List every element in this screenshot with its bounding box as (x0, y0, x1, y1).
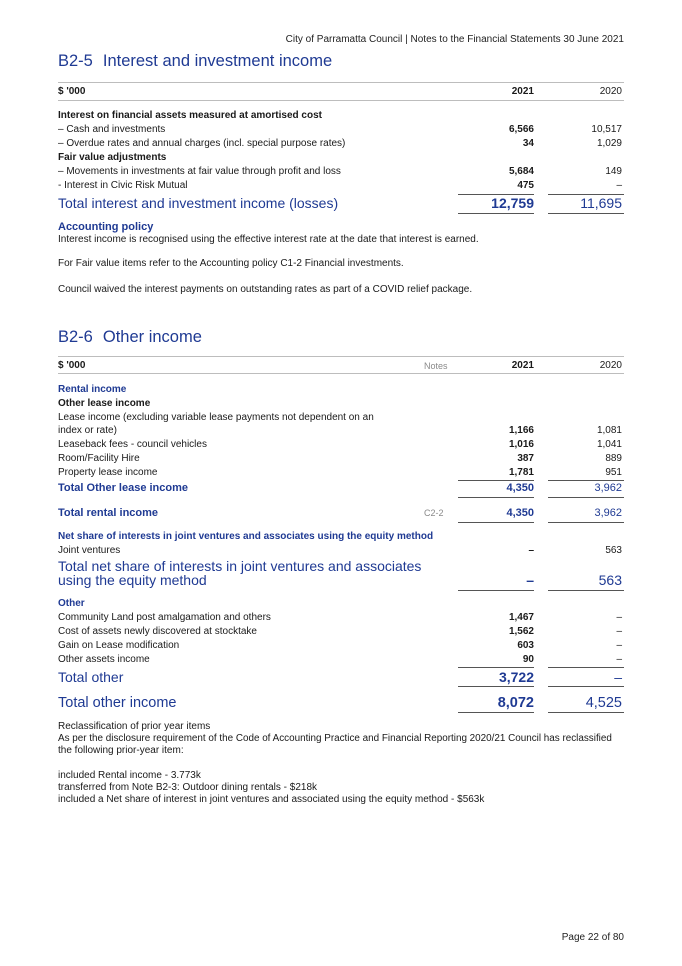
value-2020: 563 (605, 545, 622, 556)
total-rule-2021 (458, 686, 534, 687)
value-2020: 889 (605, 453, 622, 464)
row-label: Leaseback fees - council vehicles (58, 439, 207, 450)
units-header: $ '000 (58, 360, 86, 371)
value-2020: 951 (605, 467, 622, 478)
value-2020: – (616, 180, 622, 191)
section-number: B2-6 (58, 328, 93, 346)
row-label: Other (58, 598, 85, 609)
total-rule-2020 (548, 497, 624, 498)
value-2020: 1,029 (596, 138, 622, 149)
total-2021: – (526, 572, 534, 588)
accounting-policy-heading: Accounting policy (58, 221, 154, 233)
reclass-item: included Rental income - 3.773k (58, 770, 201, 781)
subtotal-rule-2021 (458, 667, 534, 668)
reclass-heading: Reclassification of prior year items (58, 721, 211, 732)
row-label: Room/Facility Hire (58, 453, 140, 464)
row-label: - Interest in Civic Risk Mutual (58, 180, 188, 191)
total-2021: 12,759 (491, 195, 534, 211)
year-2021-header: 2021 (511, 360, 534, 371)
value-2021: 1,467 (508, 612, 534, 623)
table-header-rule (58, 373, 624, 374)
total-2021: 4,350 (506, 482, 534, 494)
subtotal-rule-2020 (548, 480, 624, 481)
total-rule-2020 (548, 712, 624, 713)
value-2021: 6,566 (508, 124, 534, 135)
row-label: Interest on financial assets measured at amortised cost (58, 110, 322, 121)
value-2020: – (616, 654, 622, 665)
value-2021: 1,166 (508, 425, 534, 436)
row-label: – Movements in investments at fair value through profit and loss (58, 166, 341, 177)
units-header: $ '000 (58, 86, 86, 97)
row-label: Other assets income (58, 654, 150, 665)
total-2020: 11,695 (580, 195, 622, 211)
row-label: Property lease income (58, 467, 158, 478)
total-rule-2021 (458, 590, 534, 591)
section-title-b2-6 (58, 328, 202, 347)
value-2020: 1,041 (596, 439, 622, 450)
reclass-text-line-1: As per the disclosure requirement of the Code of Accounting Practice and Financial Reporting 2020/21 Council has reclassified (58, 733, 612, 744)
row-label: index or rate) (58, 425, 117, 436)
section-heading: Other income (102, 328, 202, 346)
table-top-rule (58, 356, 624, 357)
total-2020: – (614, 669, 622, 685)
row-label: Net share of interests in joint ventures and associates using the equity method (58, 531, 434, 542)
section-title-b2-5 (58, 52, 332, 71)
row-label: Lease income (excluding variable lease payments not dependent on an (58, 412, 374, 423)
value-2021: 34 (522, 138, 534, 149)
value-2020: 1,081 (596, 425, 622, 436)
year-2021-header: 2021 (511, 86, 534, 97)
value-2021: – (528, 545, 534, 556)
total-2021: 3,722 (498, 669, 534, 685)
total-rule-2021 (458, 712, 534, 713)
row-label: Community Land post amalgamation and others (58, 612, 271, 623)
year-2020-header: 2020 (599, 360, 622, 371)
total-2020: 4,525 (585, 695, 622, 711)
total-label: using the equity method (58, 572, 207, 588)
value-2021: 1,781 (508, 467, 534, 478)
total-rule-2020 (548, 590, 624, 591)
value-2021: 1,016 (508, 439, 534, 450)
row-label: Rental income (58, 384, 127, 395)
total-2020: 563 (598, 572, 622, 588)
value-2021: 90 (522, 654, 534, 665)
section-heading: Interest and investment income (102, 52, 333, 70)
value-2020: – (616, 612, 622, 623)
value-2021: 603 (517, 640, 534, 651)
total-rule-2021 (458, 497, 534, 498)
total-label: Total interest and investment income (losses) (58, 195, 339, 211)
total-rule-2020 (548, 213, 624, 214)
value-2020: 10,517 (591, 124, 622, 135)
total-label: Total other income (58, 695, 177, 711)
row-label: Joint ventures (58, 545, 121, 556)
row-label: – Cash and investments (58, 124, 166, 135)
total-rule-2020 (548, 686, 624, 687)
total-2020: 3,962 (594, 507, 622, 519)
value-2021: 5,684 (508, 166, 534, 177)
table-top-rule (58, 82, 624, 83)
section-number: B2-5 (58, 52, 93, 70)
page-number: Page 22 of 80 (561, 932, 624, 943)
year-2020-header: 2020 (599, 86, 622, 97)
row-label: Cost of assets newly discovered at stocktake (58, 626, 257, 637)
accounting-policy-text: Interest income is recognised using the effective interest rate at the date that interest is earned. (58, 234, 479, 245)
value-2020: – (616, 640, 622, 651)
reclass-item: transferred from Note B2-3: Outdoor dining rentals - $218k (58, 782, 318, 793)
total-label: Total Other lease income (58, 482, 189, 494)
total-2021: 4,350 (506, 507, 534, 519)
value-2021: 475 (517, 180, 534, 191)
fair-value-note: For Fair value items refer to the Accounting policy C1-2 Financial investments. (58, 258, 404, 269)
value-2020: – (616, 626, 622, 637)
reclass-text-line-2: the following prior-year item: (58, 745, 184, 756)
running-header: City of Parramatta Council | Notes to the Financial Statements 30 June 2021 (285, 34, 624, 45)
subtotal-rule-2021 (458, 480, 534, 481)
total-2021: 8,072 (497, 695, 534, 711)
row-label: Fair value adjustments (58, 152, 167, 163)
total-rule-2021 (458, 522, 534, 523)
total-label: Total other (58, 669, 124, 685)
value-2021: 1,562 (508, 626, 534, 637)
total-rule-2020 (548, 522, 624, 523)
notes-header: Notes (424, 361, 448, 371)
covid-note: Council waived the interest payments on outstanding rates as part of a COVID relief package. (58, 284, 473, 295)
row-label: – Overdue rates and annual charges (incl. special purpose rates) (58, 138, 346, 149)
reclass-item: included a Net share of interest in joint ventures and associated using the equity method - $563k (58, 794, 485, 805)
subtotal-rule-2020 (548, 667, 624, 668)
note-reference: C2-2 (424, 508, 444, 518)
value-2021: 387 (517, 453, 534, 464)
table-header-rule (58, 100, 624, 101)
row-label: Gain on Lease modification (58, 640, 180, 651)
total-rule-2021 (458, 213, 534, 214)
row-label: Other lease income (58, 398, 151, 409)
total-label: Total rental income (58, 507, 159, 519)
total-label: Total net share of interests in joint ventures and associates (58, 558, 422, 574)
value-2020: 149 (605, 166, 622, 177)
total-2020: 3,962 (594, 482, 622, 494)
